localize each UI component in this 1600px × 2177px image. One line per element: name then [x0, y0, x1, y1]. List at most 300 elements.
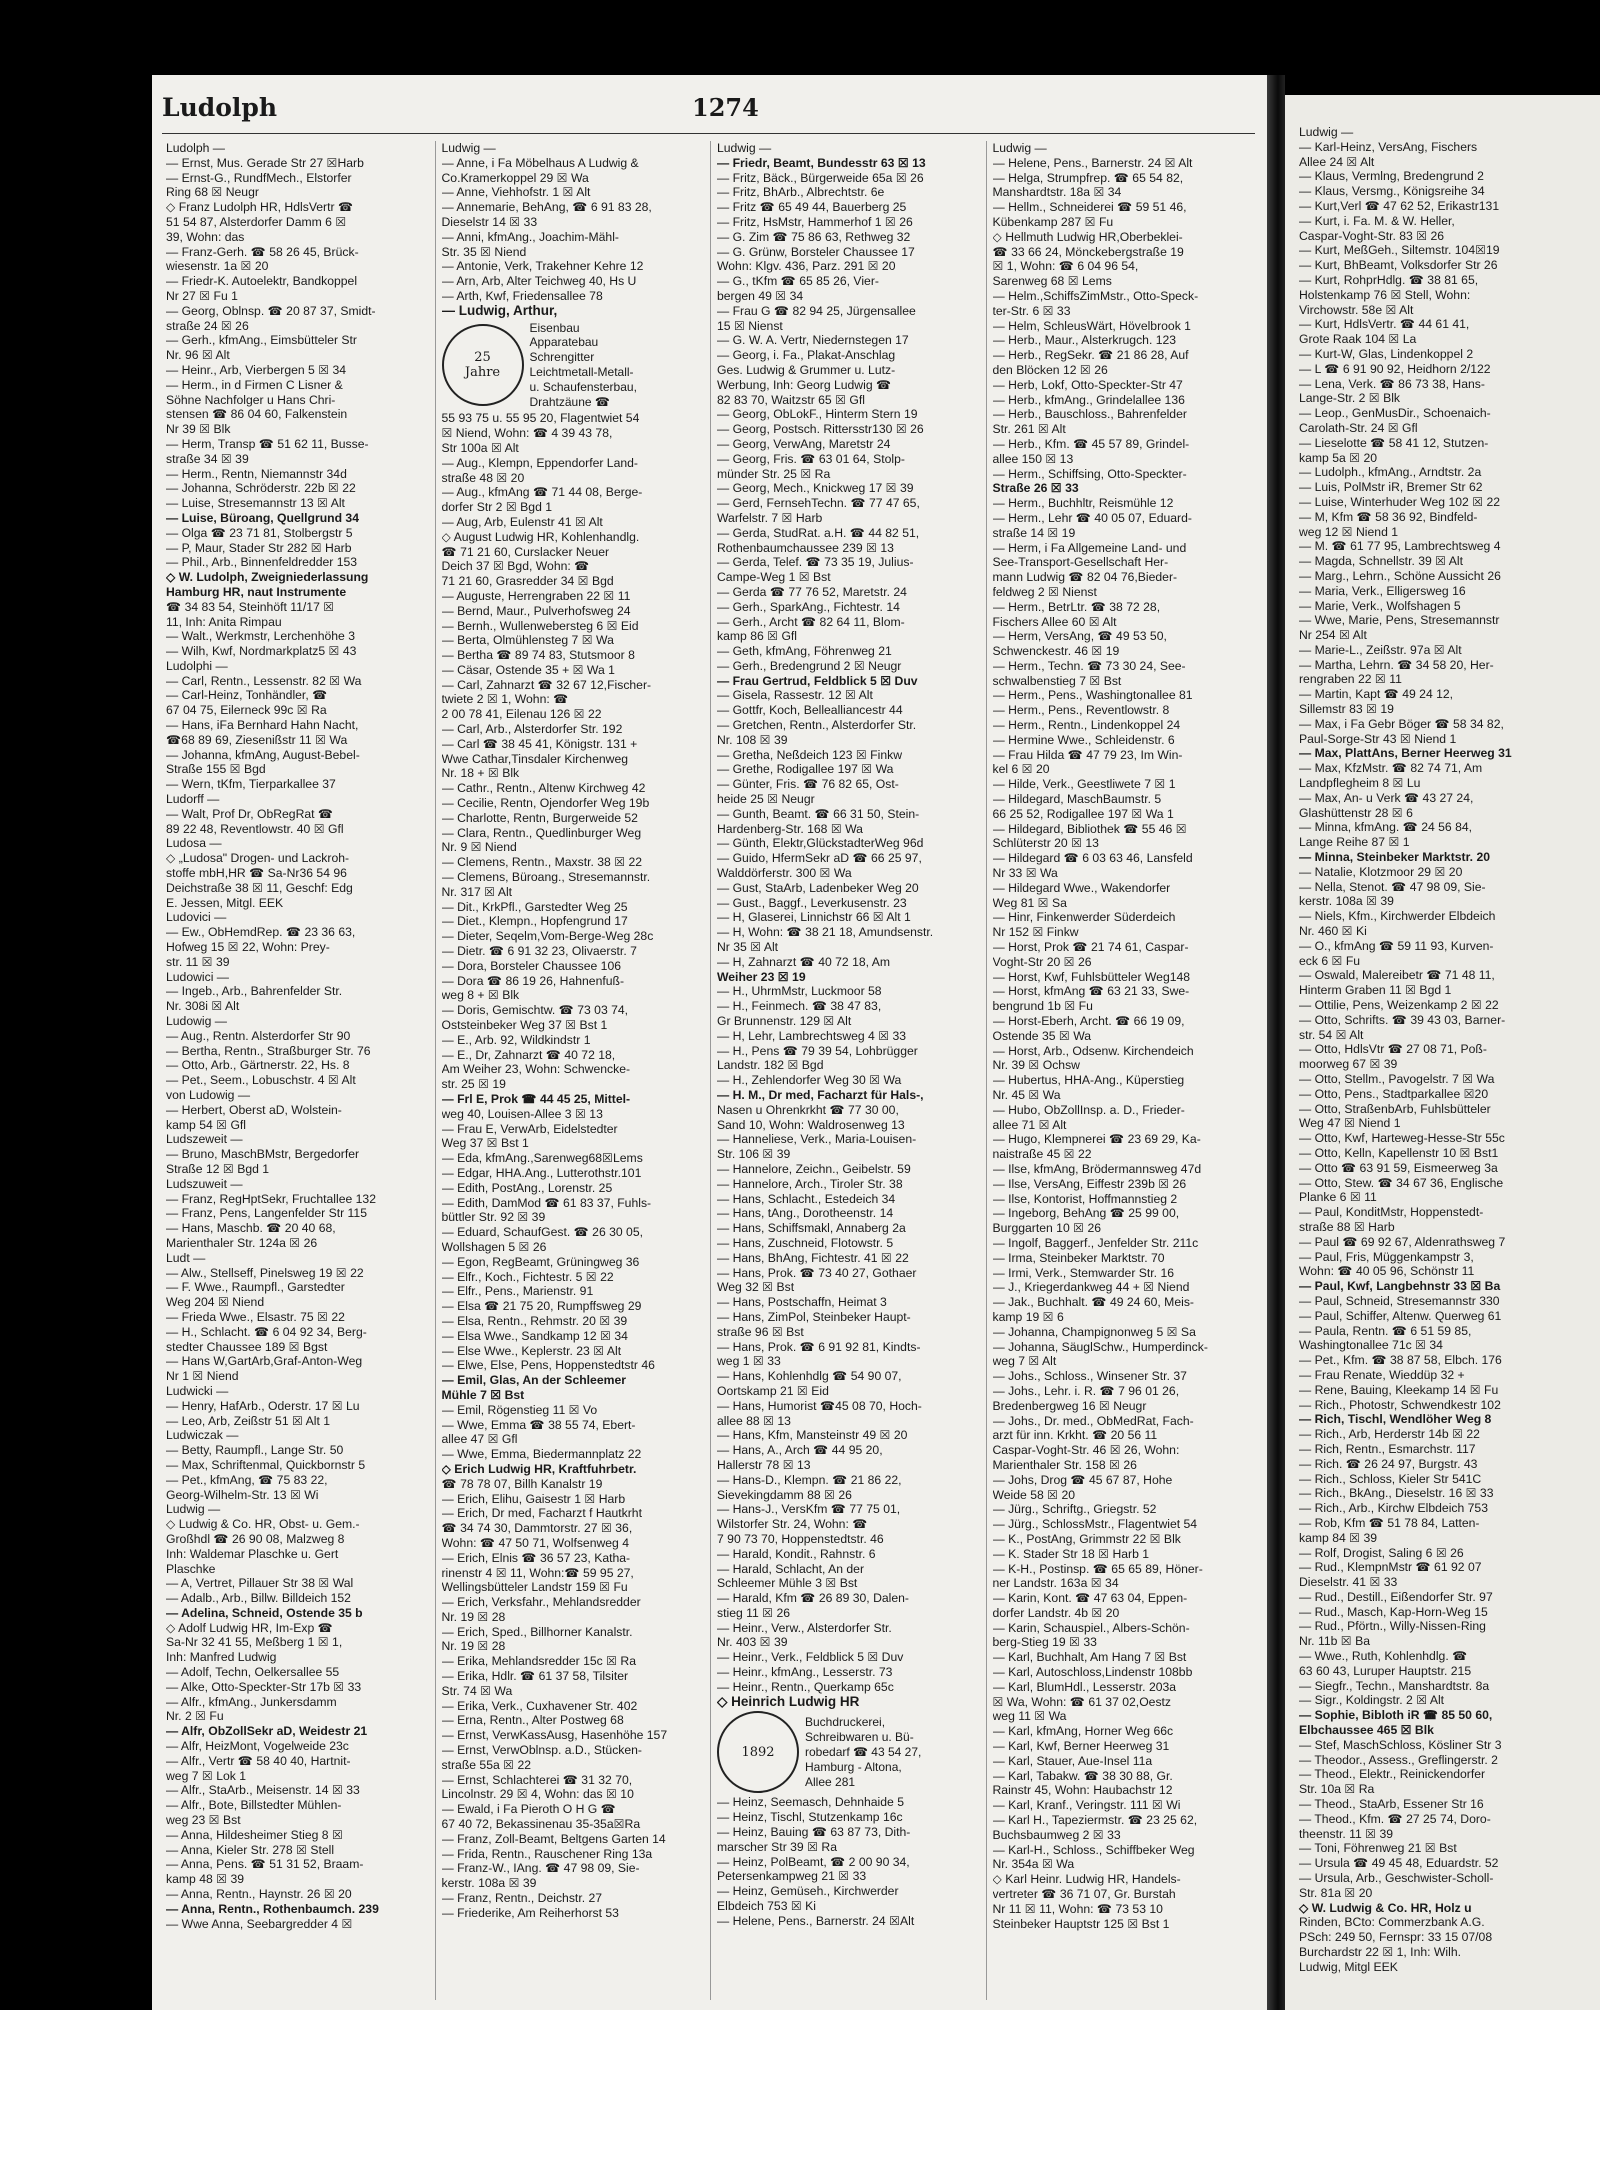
directory-entry: — Siegfr., Techn., Manshardtstr. 8a [1299, 1678, 1490, 1693]
directory-entry: — Gottfr, Koch, Bellealliancestr 44 [717, 703, 903, 718]
directory-entry: Hamburg HR, naut Instrumente [166, 584, 347, 599]
directory-entry: — Friedr, Beamt, Bundesstr 63 ☒ 13 [717, 155, 926, 170]
directory-entry: wiesenstr. 1a ☒ 20 [166, 259, 269, 274]
directory-entry: — Heinr., Arb, Vierbergen 5 ☒ 34 [166, 362, 347, 377]
directory-entry: — Gretha, Neßdeich 123 ☒ Finkw [717, 747, 903, 762]
directory-entry: — Johanna, kfmAng, August-Bebel- [166, 747, 360, 762]
directory-entry: — Georg, VerwAng, Maretstr 24 [717, 436, 891, 451]
directory-entry: — Doris, Gemischtw. ☎ 73 03 74, [441, 1003, 629, 1018]
directory-entry: straße 96 ☒ Bst [717, 1324, 804, 1339]
directory-entry: kerstr. 108a ☒ 39 [1299, 894, 1394, 909]
seal-text: Jahre [464, 364, 501, 380]
directory-entry: — M. ☎ 61 77 95, Lambrechtsweg 4 [1299, 539, 1501, 554]
directory-entry: — Hermine Wwe., Schleidenstr. 6 [992, 732, 1175, 747]
directory-entry: Wohn: ☎ 40 05 96, Schönstr 11 [1299, 1264, 1475, 1279]
directory-entry: berg-Stieg 19 ☒ 33 [992, 1635, 1097, 1650]
directory-entry: ◇ W. Ludwig & Co. HR, Holz u [1299, 1900, 1472, 1915]
directory-entry: Weg 204 ☒ Niend [166, 1295, 265, 1310]
directory-entry: — Kurt, i. Fa. M. & W. Heller, [1299, 213, 1455, 228]
directory-entry: See-Transport-Gesellschaft Her- [992, 555, 1169, 570]
directory-entry: — Gerh., Bredengrund 2 ☒ Neugr [717, 658, 902, 673]
directory-entry: — Martin, Kapt ☎ 49 24 12, [1299, 687, 1454, 702]
advertisement-block [717, 1711, 980, 1793]
directory-entry: marscher Str 39 ☒ Ra [717, 1839, 837, 1854]
directory-entry: kamp 19 ☒ 6 [992, 1309, 1064, 1324]
directory-entry: Lange-Str. 2 ☒ Blk [1299, 391, 1401, 406]
directory-entry: rinenstr 4 ☒ 11, Wohn:☎ 59 95 27, [441, 1565, 634, 1580]
directory-entry: — Georg, Mech., Knickweg 17 ☒ 39 [717, 481, 914, 496]
directory-entry: — Elfr., Koch., Fichtestr. 5 ☒ 22 [441, 1269, 614, 1284]
advertisement-line: Drahtzäune ☎ [529, 394, 610, 409]
directory-entry: — Karl H., Tapeziermstr. ☎ 23 25 62, [992, 1813, 1198, 1828]
directory-entry: — Erna, Rentn., Alter Postweg 68 [441, 1713, 624, 1728]
directory-entry: Nr. 354a ☒ Wa [992, 1857, 1075, 1872]
directory-entry: dorfer Landstr. 4b ☒ 20 [992, 1605, 1120, 1620]
directory-entry: — Erich, Verksfahr., Mehlandsredder [441, 1595, 641, 1610]
directory-entry: — Max, Schriftenmal, Quickbornstr 5 [166, 1457, 366, 1472]
directory-columns [160, 141, 1261, 2000]
directory-entry: — Fritz, HsMstr, Hammerhof 1 ☒ 26 [717, 214, 913, 229]
directory-entry: — Hans-J., VersKfm ☎ 77 75 01, [717, 1502, 901, 1517]
directory-entry: Ludszuweit — [166, 1176, 243, 1191]
directory-entry: — Hans W,GartArb,Graf-Anton-Weg [166, 1354, 363, 1369]
directory-entry: Nr 254 ☒ Alt [1299, 628, 1367, 643]
directory-entry: — Carl ☎ 38 45 41, Königstr. 131 + [441, 736, 638, 751]
directory-entry: Ges. Ludwig & Grummer u. Lutz- [717, 362, 896, 377]
directory-entry: Nr. 308i ☒ Alt [166, 999, 240, 1014]
directory-entry: — Ernst-G., RundfMech., Elstorfer [166, 170, 352, 185]
directory-entry: Wellingsbütteler Landstr 159 ☒ Fu [441, 1580, 628, 1595]
directory-entry: — Max, An- u Verk ☎ 43 27 24, [1299, 790, 1474, 805]
directory-entry: Glashüttenstr 28 ☒ 6 [1299, 805, 1413, 820]
directory-entry: — Bernh., Wullenwebersteg 6 ☒ Eid [441, 618, 639, 633]
directory-entry: — Frieda Wwe., Elsastr. 75 ☒ 22 [166, 1309, 345, 1324]
directory-entry: — Anna, Rentn., Rothenbaumch. 239 [166, 1901, 379, 1916]
directory-entry: — Rud., KlempnMstr ☎ 61 92 07 [1299, 1560, 1482, 1575]
directory-entry: Hardenberg-Str. 168 ☒ Wa [717, 821, 863, 836]
directory-entry: — Rud., Pförtn., Willy-Nissen-Ring [1299, 1619, 1486, 1634]
directory-entry: PSch: 249 50, Fernspr: 33 15 07/08 [1299, 1930, 1493, 1945]
directory-entry: Rainstr 45, Wohn: Haubachstr 12 [992, 1783, 1173, 1798]
directory-entry: — Kurt, HdlsVertr. ☎ 44 61 41, [1299, 317, 1470, 332]
directory-entry: Nr. 317 ☒ Alt [441, 884, 513, 899]
directory-entry: weg 8 + ☒ Blk [441, 988, 520, 1003]
directory-entry: ◇ Erich Ludwig HR, Kraftfuhrbetr. [441, 1461, 637, 1476]
directory-entry: — Grethe, Rodigallee 197 ☒ Wa [717, 762, 894, 777]
directory-entry: — H, Zahnarzt ☎ 40 72 18, Am [717, 954, 891, 969]
directory-entry: — Klaus, Versmg., Königsreihe 34 [1299, 184, 1485, 199]
directory-entry: kamp 84 ☒ 39 [1299, 1530, 1377, 1545]
directory-entry: — Franz, Rentn., Deichstr. 27 [441, 1891, 603, 1906]
directory-entry: straße 24 ☒ 26 [166, 318, 249, 333]
directory-entry: — Wwe Anna, Seebargredder 4 ☒ [166, 1916, 353, 1931]
directory-entry: — Pet., Seem., Lobuschstr. 4 ☒ Alt [166, 1073, 356, 1088]
directory-entry: — Paul, Schneid, Stresemannstr 330 [1299, 1293, 1500, 1308]
directory-entry: Ludwig — [166, 1502, 221, 1517]
directory-entry: — Harald, Kondit., Rahnstr. 6 [717, 1546, 876, 1561]
directory-entry: — Hans, Prok. ☎ 73 40 27, Gothaer [717, 1265, 917, 1280]
directory-entry: — Stef, MaschSchloss, Kösliner Str 3 [1299, 1737, 1502, 1752]
directory-entry: — Magda, Schnellstr. 39 ☒ Alt [1299, 554, 1464, 569]
directory-entry: — Herb., RegSekr. ☎ 21 86 28, Auf [992, 348, 1189, 363]
directory-entry: — Fritz ☎ 65 49 44, Bauerberg 25 [717, 200, 907, 215]
column-2 [435, 141, 711, 2000]
directory-entry: — Rob, Kfm ☎ 51 78 84, Latten- [1299, 1515, 1480, 1530]
directory-entry: — Franz, Pens, Langenfelder Str 115 [166, 1206, 367, 1221]
directory-entry: — Horst, Arb., Odsenw. Kirchendeich [992, 1043, 1194, 1058]
directory-entry: — Anne, i Fa Möbelhaus A Ludwig & [441, 155, 639, 170]
directory-entry: straße 48 ☒ 20 [441, 470, 525, 485]
directory-entry: — Annemarie, BehAng, ☎ 6 91 83 28, [441, 200, 652, 215]
directory-entry: — Friedr-K. Autoelektr, Bandkoppel [166, 274, 358, 289]
directory-entry: — Frau G ☎ 82 94 25, Jürgensallee [717, 303, 916, 318]
directory-entry: Sillemstr 83 ☒ 19 [1299, 702, 1394, 717]
directory-entry: — Herm, Transp ☎ 51 62 11, Busse- [166, 436, 369, 451]
directory-entry: von Ludowig — [166, 1088, 251, 1102]
directory-entry: Großhdl ☎ 26 90 08, Malzweg 8 [166, 1531, 345, 1546]
directory-entry: — Ewald, i Fa Pieroth O H G ☎ [441, 1802, 616, 1817]
directory-entry: — Bruno, MaschBMstr, Bergedorfer [166, 1147, 360, 1162]
directory-entry: — Franz-W., IAng. ☎ 47 98 09, Sie- [441, 1861, 640, 1876]
running-head-surname: Ludolph [162, 93, 278, 122]
directory-entry: — Karl, kfmAng, Horner Weg 66c [992, 1724, 1174, 1739]
directory-entry: Dieselstr 14 ☒ 33 [441, 214, 538, 229]
directory-entry: Nr. 9 ☒ Niend [441, 840, 517, 855]
directory-entry: — Fritz, Bäck., Bürgerweide 65a ☒ 26 [717, 170, 924, 185]
directory-entry: — Erika, Mehlandsredder 15c ☒ Ra [441, 1654, 637, 1669]
directory-entry: — Theodor., Assess., Greflingerstr. 2 [1299, 1752, 1498, 1767]
directory-entry: — Heinz, Gemüseh., Kirchwerder [717, 1884, 899, 1899]
directory-entry: str. 54 ☒ Alt [1299, 1027, 1364, 1042]
directory-entry: str. 25 ☒ 19 [441, 1077, 506, 1092]
directory-entry: — Elsa ☎ 21 75 20, Rumpffsweg 29 [441, 1299, 642, 1314]
directory-entry: — Hans, A., Arch ☎ 44 95 20, [717, 1443, 883, 1458]
directory-entry: weg 12 ☒ Niend 1 [1299, 524, 1399, 539]
directory-entry: — Heinz, Tischl, Stutzenkamp 16c [717, 1810, 903, 1825]
seal-text: 25 [474, 349, 491, 365]
directory-entry: — Hans, tAng., Dorotheenstr. 14 [717, 1206, 894, 1221]
directory-entry: — Erich, Elnis ☎ 36 57 23, Katha- [441, 1550, 631, 1565]
directory-entry: ☒ 1, Wohn: ☎ 6 04 96 54, [992, 259, 1139, 274]
directory-entry: — Alfr, ObZollSekr aD, Weidestr 21 [166, 1724, 368, 1739]
directory-entry: — Paul, KonditMstr, Hoppenstedt- [1299, 1205, 1484, 1220]
directory-entry: 39, Wohn: das [166, 229, 245, 244]
directory-entry: — Herm., Buchhltr, Reismühle 12 [992, 496, 1174, 511]
directory-entry: Petersenkampweg 21 ☒ 33 [717, 1869, 867, 1884]
directory-entry: Nr. 19 ☒ 28 [441, 1609, 506, 1624]
directory-entry: — Nella, Stenot. ☎ 47 98 09, Sie- [1299, 879, 1486, 894]
directory-entry: — Gerh., SparkAng., Fichtestr. 14 [717, 599, 900, 614]
directory-entry: — Horst, kfmAng ☎ 63 21 33, Swe- [992, 984, 1190, 999]
directory-entry: — Johanna, Champignonweg 5 ☒ Sa [992, 1324, 1196, 1339]
directory-entry: Planke 6 ☒ 11 [1299, 1190, 1377, 1205]
directory-entry: — Karl, Kranf., Veringstr. 111 ☒ Wi [992, 1798, 1181, 1813]
directory-entry: — Arth, Kwf, Friedensallee 78 [441, 288, 603, 303]
directory-entry: Ludszeweit — [166, 1132, 243, 1147]
directory-entry: Nr 11 ☒ 11, Wohn: ☎ 73 53 10 [992, 1901, 1163, 1916]
directory-entry: — Ernst, VerwKassAusg, Hasenhöhe 157 [441, 1728, 668, 1743]
page-header [162, 93, 1255, 134]
directory-entry: — Wwe, Emma ☎ 38 55 74, Ebert- [441, 1417, 636, 1432]
directory-entry: — Cathr., Rentn., Altenw Kirchweg 42 [441, 781, 646, 796]
directory-entry: Nr. 45 ☒ Wa [992, 1088, 1061, 1102]
directory-entry: kel 6 ☒ 20 [992, 762, 1050, 777]
directory-entry: — Bertha, Rentn., Straßburger Str. 76 [166, 1043, 371, 1058]
directory-entry: — Hubo, ObZollInsp. a. D., Frieder- [992, 1102, 1185, 1117]
directory-entry: str. 11 ☒ 39 [166, 954, 230, 969]
directory-entry: — Erich, Elihu, Gaisestr 1 ☒ Harb [441, 1491, 626, 1506]
directory-entry: Oortskamp 21 ☒ Eid [717, 1383, 829, 1398]
directory-entry: — Aug., Rentn. Alsterdorfer Str 90 [166, 1028, 351, 1043]
directory-entry: Rinden, BCto: Commerzbank A.G. [1299, 1915, 1485, 1930]
directory-entry: Straße 155 ☒ Bgd [166, 762, 266, 777]
directory-entry: — Minna, kfmAng. ☎ 24 56 84, [1299, 820, 1473, 835]
directory-entry: — Elfr., Pens., Marienstr. 91 [441, 1284, 594, 1299]
directory-entry: — Natalie, Klotzmoor 29 ☒ 20 [1299, 864, 1463, 879]
advertisement-line: Apparatebau [529, 335, 599, 350]
directory-entry: Plaschke [166, 1561, 216, 1576]
directory-entry: Allee 24 ☒ Alt [1299, 154, 1375, 169]
directory-entry: Paul-Sorge-Str 43 ☒ Niend 1 [1299, 731, 1457, 746]
directory-entry: — Hans, Zuschneid, Flotowstr. 5 [717, 1235, 894, 1250]
directory-entry: — Herm., Rentn., Lindenkoppel 24 [992, 718, 1181, 733]
directory-entry: — E., Dr, Zahnarzt ☎ 40 72 18, [441, 1047, 616, 1062]
directory-entry: — Sophie, Bibloth iR ☎ 85 50 60, [1299, 1708, 1493, 1723]
directory-entry: Walddörferstr. 300 ☒ Wa [717, 866, 852, 881]
directory-entry: — Otto ☎ 63 91 59, Eismeerweg 3a [1299, 1160, 1498, 1175]
directory-entry: — Edgar, HHA.Ang., Lutterothstr.101 [441, 1165, 642, 1180]
directory-entry: — Alfr., Vertr ☎ 58 40 40, Hartnit- [166, 1753, 351, 1768]
directory-entry: — Günter, Fris. ☎ 76 82 65, Ost- [717, 777, 899, 792]
directory-entry: Steinbeker Hauptstr 125 ☒ Bst 1 [992, 1916, 1170, 1931]
directory-entry: allee 71 ☒ Alt [992, 1117, 1067, 1132]
directory-entry: — Leo, Arb, Zeißstr 51 ☒ Alt 1 [166, 1413, 331, 1428]
directory-entry: — Ingeborg, BehAng ☎ 25 99 00, [992, 1206, 1180, 1221]
directory-entry: — Alfr., Bote, Billstedter Mühlen- [166, 1798, 342, 1813]
directory-entry: Inh: Manfred Ludwig [166, 1650, 277, 1665]
directory-entry: — Carl-Heinz, Tonhändler, ☎ [166, 688, 328, 703]
advertisement-line: Buchdruckerei, [805, 1715, 886, 1730]
directory-entry: — P, Maur, Stader Str 282 ☒ Harb [166, 540, 352, 555]
advertisement-text [805, 1715, 921, 1789]
directory-entry: Nr 1 ☒ Niend [166, 1369, 239, 1384]
directory-entry: — Hildegard Wwe., Wakendorfer [992, 880, 1171, 895]
directory-entry: — Erich, Sped., Billhorner Kanalstr. [441, 1624, 633, 1639]
directory-entry: ☎ 33 66 24, Mönckebergstraße 19 [992, 244, 1184, 259]
directory-entry: — Cecilie, Rentn, Ojendorfer Weg 19b [441, 796, 650, 811]
directory-entry: — Heinr., kfmAng., Lesserstr. 73 [717, 1665, 893, 1680]
directory-entry: — Toni, Föhrenweg 21 ☒ Bst [1299, 1841, 1457, 1856]
directory-entry: kamp 48 ☒ 39 [166, 1872, 244, 1887]
directory-entry: Nr. 108 ☒ 39 [717, 732, 788, 747]
directory-entry: Ludolphi — [166, 658, 228, 673]
directory-entry: 2 00 78 41, Eilenau 126 ☒ 22 [441, 707, 602, 722]
directory-entry: — Eda, kfmAng.,Sarenweg68☒Lems [441, 1151, 643, 1166]
directory-entry: — Hanneliese, Verk., Maria-Louisen- [717, 1132, 917, 1147]
directory-entry: weg 7 ☒ Lok 1 [166, 1768, 247, 1783]
directory-entry: — Carl, Zahnarzt ☎ 32 67 12,Fischer- [441, 677, 652, 692]
directory-entry: — Bertha ☎ 89 74 83, Stutsmoor 8 [441, 648, 635, 663]
directory-entry: — Herm., in d Firmen C Lisner & [166, 377, 343, 392]
directory-entry: — Edith, DamMod ☎ 61 83 37, Fuhls- [441, 1195, 652, 1210]
directory-entry: Marienthaler Str. 158 ☒ 26 [992, 1457, 1137, 1472]
directory-entry: — Hans, Schlacht., Estedeich 34 [717, 1191, 896, 1206]
directory-entry: Schleemer Mühle 3 ☒ Bst [717, 1576, 858, 1591]
directory-entry: — Aug., kfmAng ☎ 71 44 08, Berge- [441, 485, 643, 500]
directory-entry: — Rich., Schloss, Kieler Str 541C [1299, 1471, 1482, 1486]
directory-entry: Ludolph — [166, 141, 225, 155]
directory-entry: — Anna, Pens. ☎ 51 31 52, Braam- [166, 1857, 364, 1872]
advertisement-line: Schrengitter [529, 350, 595, 365]
directory-entry: — Karl, Kwf, Berner Heerweg 31 [992, 1739, 1170, 1754]
directory-entry: moorweg 67 ☒ 39 [1299, 1057, 1398, 1072]
directory-entry: — Niels, Kfm., Kirchwerder Elbdeich [1299, 909, 1496, 924]
directory-entry: — Gerd, FernsehTechn. ☎ 77 47 65, [717, 496, 920, 511]
directory-entry: twiete 2 ☒ 1, Wohn: ☎ [441, 692, 569, 707]
directory-entry: — Georg, i. Fa., Plakat-Anschlag [717, 348, 896, 363]
directory-entry: — Geth, kfmAng, Föhrenweg 21 [717, 644, 892, 659]
directory-entry: Weg 47 ☒ Niend 1 [1299, 1116, 1401, 1131]
directory-entry: — Ursula, Arb., Geschwister-Scholl- [1299, 1871, 1494, 1886]
directory-entry: Nr 27 ☒ Fu 1 [166, 288, 238, 303]
column-3 [710, 141, 986, 2000]
advertisement-line: Hamburg - Altona, [805, 1759, 902, 1774]
directory-entry: Deich 37 ☒ Bgd, Wohn: ☎ [441, 559, 590, 574]
directory-entry: — Paul ☎ 69 92 67, Aldenrathsweg 7 [1299, 1234, 1506, 1249]
advertisement-line: Eisenbau [529, 320, 580, 335]
directory-entry: — Frl E, Prok ☎ 44 45 25, Mittel- [441, 1092, 631, 1106]
directory-entry: ◇ Franz Ludolph HR, HdlsVertr ☎ [166, 200, 354, 215]
directory-entry: Caspar-Voght-Str. 46 ☒ 26, Wohn: [992, 1443, 1180, 1458]
column-1 [160, 141, 435, 2000]
directory-entry: ◇ Hellmuth Ludwig HR,Oberbeklei- [992, 229, 1183, 244]
directory-entry: Virchowstr. 58e ☒ Alt [1299, 302, 1414, 317]
directory-entry: — Otto, Schrifts. ☎ 39 43 03, Barner- [1299, 1012, 1506, 1027]
directory-entry: — Hans, Maschb. ☎ 20 40 68, [166, 1221, 336, 1236]
directory-entry: — Hannelore, Arch., Tiroler Str. 38 [717, 1176, 903, 1191]
directory-entry: Schwenckestr. 46 ☒ 19 [992, 644, 1120, 659]
directory-entry: — Erika, Hdlr. ☎ 61 37 58, Tilsiter [441, 1669, 629, 1684]
directory-entry: stedter Chaussee 189 ☒ Bgst [166, 1339, 328, 1354]
directory-entry: Ludwig — [717, 141, 772, 155]
directory-entry: Nasen u Ohrenkrkht ☎ 77 30 00, [717, 1102, 899, 1117]
directory-entry: — Harald, Schlacht, An der [717, 1561, 864, 1576]
directory-entry: — Paula, Rentn. ☎ 6 51 59 85, [1299, 1323, 1472, 1338]
directory-entry: Nr 33 ☒ Wa [992, 866, 1058, 881]
directory-entry: weg 40, Louisen-Allee 3 ☒ 13 [441, 1106, 603, 1121]
directory-entry: — Hans, Kohlenhdlg ☎ 54 90 07, [717, 1369, 902, 1384]
directory-entry: Burchardstr 22 ☒ 1, Inh: Wilh. [1299, 1945, 1461, 1960]
advertisement-line: Allee 281 [805, 1774, 856, 1789]
directory-entry: Grote Raak 104 ☒ La [1299, 332, 1417, 347]
directory-entry: — Edith, PostAng., Lorenstr. 25 [441, 1180, 613, 1195]
directory-entry: 55 93 75 u. 55 95 20, Flagentwiet 54 [441, 411, 640, 426]
directory-entry: — Hans, ZimPol, Steinbeker Haupt- [717, 1309, 911, 1324]
directory-entry: 11, Inh: Anita Rimpau [166, 614, 282, 629]
directory-entry: — Otto, Kelln, Kapellenstr 10 ☒ Bst1 [1299, 1145, 1499, 1160]
directory-entry: — Theod., Elektr., Reinickendorfer [1299, 1767, 1486, 1782]
directory-entry: — Hans, Kfm, Mansteinstr 49 ☒ 20 [717, 1428, 908, 1443]
directory-entry: — Karl, Stauer, Aue-Insel 11a [992, 1753, 1153, 1768]
directory-entry: Nr 39 ☒ Blk [166, 422, 231, 437]
directory-entry: Ludovici — [166, 910, 227, 925]
directory-entry: Am Weiher 23, Wohn: Schwencke- [441, 1062, 631, 1077]
directory-entry: — Heinz, Bauing ☎ 63 87 73, Dith- [717, 1825, 911, 1840]
directory-entry: — Emil, Glas, An der Schleemer [441, 1373, 626, 1388]
directory-entry: — Rud., Destill., Eißendorfer Str. 97 [1299, 1589, 1493, 1604]
directory-entry: — Rene, Bauing, Kleekamp 14 ☒ Fu [1299, 1382, 1499, 1397]
directory-entry: — Dieter, Seqelm,Vom-Berge-Weg 28c [441, 929, 654, 944]
directory-entry: — Karl, BlumHdl., Lesserstr. 203a [992, 1679, 1177, 1694]
directory-entry: 89 22 48, Reventlowstr. 40 ☒ Gfl [166, 821, 344, 836]
directory-entry: — Hans, Humorist ☎45 08 70, Hoch- [717, 1398, 922, 1413]
directory-entry: — Johs., Dr. med., ObMedRat, Fach- [992, 1413, 1194, 1428]
directory-entry: Wilstorfer Str. 24, Wohn: ☎ [717, 1517, 868, 1532]
directory-entry: — Elwe, Else, Pens, Hoppenstedtstr 46 [441, 1358, 655, 1373]
directory-entry: — Karin, Schauspiel., Albers-Schön- [992, 1620, 1190, 1635]
directory-entry: — Luise, Stresemannstr 13 ☒ Alt [166, 496, 345, 511]
directory-entry: Kübenkamp 287 ☒ Fu [992, 214, 1114, 229]
directory-entry: büttler Str. 92 ☒ 39 [441, 1210, 546, 1225]
directory-entry: — Hans-D., Klempn. ☎ 21 86 22, [717, 1472, 902, 1487]
directory-entry: — Karl, Buchhalt, Am Hang 7 ☒ Bst [992, 1650, 1187, 1665]
directory-entry: — Herm., Pens., Washingtonallee 81 [992, 688, 1193, 703]
directory-entry: — Elsa, Rentn., Rehmstr. 20 ☒ 39 [441, 1313, 628, 1328]
directory-entry: ◇ W. Ludolph, Zweigniederlassung [166, 570, 369, 585]
directory-entry: Ludwig — [992, 141, 1047, 155]
directory-entry: — Alke, Otto-Speckter-Str 17b ☒ 33 [166, 1679, 362, 1694]
directory-entry: — Paul, Fris, Müggenkampstr 3, [1299, 1249, 1474, 1264]
directory-entry: — Else Wwe., Keplerstr. 23 ☒ Alt [441, 1343, 622, 1358]
directory-entry: — Aug., Klempn, Eppendorfer Land- [441, 455, 638, 470]
directory-entry: — Herm, VersAng, ☎ 49 53 50, [992, 629, 1167, 644]
directory-entry: — Hans, Postschaffn, Heimat 3 [717, 1295, 887, 1310]
directory-entry: — Jürg., SchlossMstr., Flagentwiet 54 [992, 1517, 1198, 1532]
directory-entry: — Walt., Werkmstr, Lerchenhöhe 3 [166, 629, 355, 644]
directory-entry: — Hildegard, MaschBaumstr. 5 [992, 792, 1162, 807]
directory-entry: — Elsa Wwe., Sandkamp 12 ☒ 34 [441, 1328, 628, 1343]
directory-entry: Ludowici — [166, 969, 229, 984]
directory-entry: — Dietr. ☎ 6 91 32 23, Olivaerstr. 7 [441, 944, 637, 959]
directory-entry: 71 21 60, Grasredder 34 ☒ Bgd [441, 574, 614, 589]
directory-entry: — Franz, Zoll-Beamt, Beltgens Garten 14 [441, 1831, 666, 1846]
directory-entry: Weg 37 ☒ Bst 1 [441, 1136, 529, 1151]
directory-entry: — Horst, Kwf, Fuhlsbütteler Weg148 [992, 969, 1191, 984]
directory-entry: Gr Brunnenstr. 129 ☒ Alt [717, 1014, 852, 1029]
directory-entry: kamp 54 ☒ Gfl [166, 1117, 247, 1132]
directory-entry: den Blöcken 12 ☒ 26 [992, 362, 1108, 377]
directory-entry: — Jak., Buchhalt. ☎ 49 24 60, Meis- [992, 1295, 1194, 1310]
directory-entry: — Hildegard, Bibliothek ☎ 55 46 ☒ [992, 821, 1187, 836]
directory-entry: — Ilse, VersAng, Eiffestr 239b ☒ 26 [992, 1176, 1187, 1191]
directory-entry: — Johanna, SäuglSchw., Humperdinck- [992, 1339, 1208, 1354]
directory-entry: — Karl, Autoschloss,Lindenstr 108bb [992, 1665, 1193, 1680]
directory-entry: allee 47 ☒ Gfl [441, 1432, 518, 1447]
directory-entry: Nr. 18 + ☒ Blk [441, 766, 520, 781]
directory-entry: ◇ August Ludwig HR, Kohlenhandlg. [441, 529, 640, 544]
directory-entry: — Ludwig, Arthur, [441, 303, 558, 318]
directory-entry: — Erich, Dr med, Facharzt f Hautkrht [441, 1506, 642, 1521]
directory-entry: bengrund 1b ☒ Fu [992, 999, 1093, 1014]
directory-entry: — Gisela, Rassestr. 12 ☒ Alt [717, 688, 873, 703]
directory-entry: — Anna, Kieler Str. 278 ☒ Stell [166, 1842, 335, 1857]
directory-entry: — Erika, Verk., Cuxhavener Str. 402 [441, 1698, 638, 1713]
directory-entry: Nr. 39 ☒ Ochsw [992, 1058, 1080, 1073]
directory-entry: — A, Vertret, Pillauer Str 38 ☒ Wal [166, 1576, 354, 1591]
directory-entry: — Johanna, Schröderstr. 22b ☒ 22 [166, 481, 356, 496]
directory-entry: Weg 81 ☒ Sa [992, 895, 1067, 910]
directory-entry: Nr. 96 ☒ Alt [166, 348, 230, 363]
